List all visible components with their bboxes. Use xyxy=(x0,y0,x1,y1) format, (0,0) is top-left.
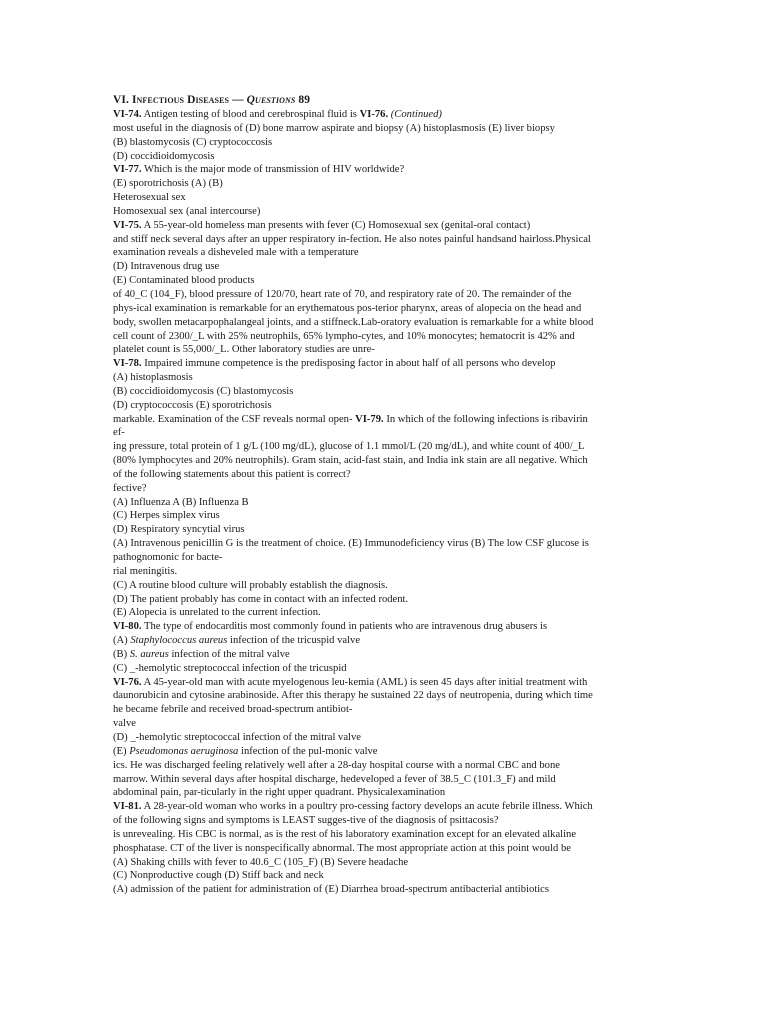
text-segment: (A) admission of the patient for administration of (E) Diarrhea broad-spectrum antibacterial antibiotics xyxy=(113,884,549,896)
text-segment: (B) coccidioidomycosis (C) blastomycosis xyxy=(113,385,294,397)
italic-text: S. aureus xyxy=(129,648,169,660)
text-line xyxy=(113,856,653,870)
text-segment: (B) xyxy=(113,648,130,660)
text-line xyxy=(113,288,653,302)
text-line xyxy=(113,593,653,607)
text-segment: Antigen testing of blood and cerebrospinal fluid is xyxy=(141,109,360,120)
text-segment: (C) Nonproductive cough (D) Stiff back and neck xyxy=(113,870,324,882)
text-line xyxy=(113,828,653,842)
text-segment: (C) Herpes simplex virus xyxy=(113,510,220,522)
text-line xyxy=(113,302,653,316)
question-number: VI-79. xyxy=(355,413,384,425)
text-segment: of the following signs and symptoms is LEAST sugges-tive of the diagnosis of psittacosis? xyxy=(113,815,499,827)
text-line xyxy=(113,620,653,634)
text-line xyxy=(113,869,653,883)
text-line xyxy=(113,509,653,523)
text-segment: Which is the major mode of transmission of HIV worldwide? xyxy=(141,164,405,176)
text-segment: A 28-year-old woman who works in a poultry pro-cessing factory develops an acute febrile illness. Which xyxy=(141,801,593,813)
text-segment: (A) xyxy=(113,635,131,647)
text-segment: (A) histoplasmosis xyxy=(113,372,193,384)
text-line xyxy=(113,150,653,164)
text-segment: abdominal pain, par-ticularly in the right upper quadrant. Physicalexamination xyxy=(113,787,446,799)
text-line xyxy=(113,260,653,274)
section-number: VI. xyxy=(113,94,132,106)
text-line xyxy=(113,731,653,745)
text-segment: (D) Intravenous drug use xyxy=(113,261,220,273)
document-page xyxy=(113,92,653,897)
text-segment: (D) cryptococcosis (E) sporotrichosis xyxy=(113,399,272,411)
text-line xyxy=(113,413,653,427)
italic-text: Pseudomonas aeruginosa xyxy=(129,745,239,757)
text-segment: of 40_C (104_F), blood pressure of 120/70, heart rate of 70, and respiratory rate of 20. The remainder of the xyxy=(113,288,572,300)
text-segment: most useful in the diagnosis of (D) bone marrow aspirate and biopsy (A) histoplasmosis (E) liver biopsy xyxy=(113,122,555,134)
text-segment: Heterosexual sex xyxy=(113,192,186,204)
text-segment: ef- xyxy=(113,427,125,439)
text-segment: (80% lymphocytes and 20% neutrophils). Gram stain, acid-fast stain, and India ink stain are all negative. Which xyxy=(113,455,588,467)
page-header xyxy=(113,92,653,108)
italic-text: Staphylococcus aureus xyxy=(130,635,228,647)
text-line xyxy=(113,579,653,593)
text-line xyxy=(113,219,653,233)
text-line xyxy=(113,233,653,247)
text-segment: markable. Examination of the CSF reveals normal open- xyxy=(113,413,356,425)
text-segment: phys-ical examination is remarkable for an erythematous pos-terior pharynx, areas of alopecia on the head and xyxy=(113,302,582,314)
text-segment: examination reveals a disheveled male with a temperature xyxy=(113,247,359,259)
text-line xyxy=(113,523,653,537)
question-number: VI-78. xyxy=(113,358,142,370)
text-line xyxy=(113,191,653,205)
text-segment: ics. He was discharged feeling relatively well after a 28-day hospital course with a normal CBC and bone xyxy=(113,759,560,771)
text-line xyxy=(113,745,653,759)
text-line xyxy=(113,662,653,676)
text-segment: of the following statements about this patient is correct? xyxy=(113,468,351,480)
text-segment: body, swollen metacarpophalangeal joints, and a stiffneck.Lab-oratory evaluation is remarkable for a white blood xyxy=(113,316,594,328)
questions-label: Questions xyxy=(246,94,296,106)
question-number: VI-76. xyxy=(113,676,142,688)
text-line xyxy=(113,330,653,344)
text-segment: infection of the tricuspid valve xyxy=(227,635,361,647)
text-line xyxy=(113,246,653,260)
text-segment: (A) Influenza A (B) Influenza B xyxy=(113,496,249,508)
question-number: VI-75. xyxy=(113,219,142,231)
text-line xyxy=(113,468,653,482)
text-line xyxy=(113,357,653,371)
text-segment: (B) blastomycosis (C) cryptococcosis xyxy=(113,136,273,148)
text-line xyxy=(113,316,653,330)
text-line xyxy=(113,399,653,413)
page-number: 89 xyxy=(295,94,311,106)
text-segment: (E) sporotrichosis (A) (B) xyxy=(113,178,223,190)
text-line xyxy=(113,773,653,787)
text-segment: A 45-year-old man with acute myelogenous leu-kemia (AML) is seen 45 days after initial treatment with xyxy=(141,676,588,688)
text-line xyxy=(113,440,653,454)
text-line xyxy=(113,551,653,565)
text-line xyxy=(113,786,653,800)
text-line xyxy=(113,565,653,579)
text-line xyxy=(113,482,653,496)
text-segment: phosphatase. CT of the liver is nonspecifically abnormal. The most appropriate action at this point would be xyxy=(113,842,571,854)
text-segment: (D) _-hemolytic streptococcal infection of the mitral valve xyxy=(113,731,361,743)
text-segment: (D) coccidioidomycosis xyxy=(113,150,215,162)
text-line xyxy=(113,606,653,620)
text-line xyxy=(113,883,653,897)
text-segment: (D) Respiratory syncytial virus xyxy=(113,524,245,536)
text-segment: ing pressure, total protein of 1 g/L (100 mg/dL), glucose of 1.1 mmol/L (20 mg/dL), and white count of 400/_L xyxy=(113,441,585,453)
text-segment: fective? xyxy=(113,482,147,494)
text-line xyxy=(113,496,653,510)
question-number: VI-74. xyxy=(113,109,142,120)
text-segment: valve xyxy=(113,718,136,730)
text-line xyxy=(113,689,653,703)
italic-text: (Continued) xyxy=(388,109,442,120)
text-line xyxy=(113,537,653,551)
text-line xyxy=(113,703,653,717)
text-line xyxy=(113,676,653,690)
text-segment: The type of endocarditis most commonly found in patients who are intravenous drug abusers is xyxy=(141,621,548,633)
question-number: VI-80. xyxy=(113,621,142,633)
text-line xyxy=(113,800,653,814)
text-segment: (C) A routine blood culture will probably establish the diagnosis. xyxy=(113,579,388,591)
text-line xyxy=(113,136,653,150)
text-segment: (E) xyxy=(113,745,130,757)
text-segment: he became febrile and received broad-spectrum antibiot- xyxy=(113,704,353,716)
text-line xyxy=(113,759,653,773)
section-title: Infectious Diseases xyxy=(131,94,230,106)
text-segment: daunorubicin and cytosine arabinoside. After this therapy he sustained 22 days of neutropenia, during which time xyxy=(113,690,593,702)
text-line xyxy=(113,177,653,191)
text-segment: platelet count is 55,000/_L. Other laboratory studies are unre- xyxy=(113,344,375,356)
text-line xyxy=(113,274,653,288)
text-segment: infection of the mitral valve xyxy=(168,648,290,660)
text-segment: rial meningitis. xyxy=(113,565,178,577)
text-segment: Homosexual sex (anal intercourse) xyxy=(113,205,261,217)
text-segment: is unrevealing. His CBC is normal, as is the rest of his laboratory examination except for an elevated alkaline xyxy=(113,828,577,840)
text-line xyxy=(113,454,653,468)
text-segment: infection of the pul-monic valve xyxy=(238,745,378,757)
text-line xyxy=(113,842,653,856)
text-line xyxy=(113,814,653,828)
text-segment: (D) The patient probably has come in contact with an infected rodent. xyxy=(113,593,409,605)
text-line xyxy=(113,122,653,136)
text-segment: marrow. Within several days after hospital discharge, hedeveloped a fever of 38.5_C (101.3_F) and mild xyxy=(113,773,556,785)
text-segment: Impaired immune competence is the predisposing factor in about half of all persons who develop xyxy=(141,358,556,370)
text-segment: (A) Intravenous penicillin G is the treatment of choice. (E) Immunodeficiency virus (B) The low CSF glucose is xyxy=(113,538,589,550)
text-line xyxy=(113,426,653,440)
text-line xyxy=(113,108,653,122)
question-number: VI-76. xyxy=(359,109,389,120)
text-segment: (E) Alopecia is unrelated to the current infection. xyxy=(113,607,321,619)
text-line xyxy=(113,717,653,731)
header-dash: — xyxy=(229,94,247,106)
text-line xyxy=(113,385,653,399)
question-number: VI-81. xyxy=(113,801,142,813)
text-segment: (C) _-hemolytic streptococcal infection of the tricuspid xyxy=(113,662,347,674)
text-line xyxy=(113,343,653,357)
text-segment: (A) Shaking chills with fever to 40.6_C (105_F) (B) Severe headache xyxy=(113,856,409,868)
text-segment: (E) Contaminated blood products xyxy=(113,275,255,287)
text-segment: In which of the following infections is ribavirin xyxy=(383,413,588,425)
text-segment: pathognomonic for bacte- xyxy=(113,552,223,563)
text-line xyxy=(113,371,653,385)
question-number: VI-77. xyxy=(113,164,142,176)
text-line xyxy=(113,648,653,662)
text-line xyxy=(113,205,653,219)
text-line xyxy=(113,163,653,177)
text-segment: and stiff neck several days after an upper respiratory in-fection. He also notes painful handsand hairloss.Physical xyxy=(113,233,591,245)
text-body xyxy=(113,108,653,897)
text-line xyxy=(113,634,653,648)
text-segment: A 55-year-old homeless man presents with fever (C) Homosexual sex (genital-oral contact) xyxy=(141,219,531,231)
text-segment: cell count of 2300/_L with 25% neutrophils, 65% lympho-cytes, and 10% monocytes; hematocrit is 42% and xyxy=(113,330,575,342)
